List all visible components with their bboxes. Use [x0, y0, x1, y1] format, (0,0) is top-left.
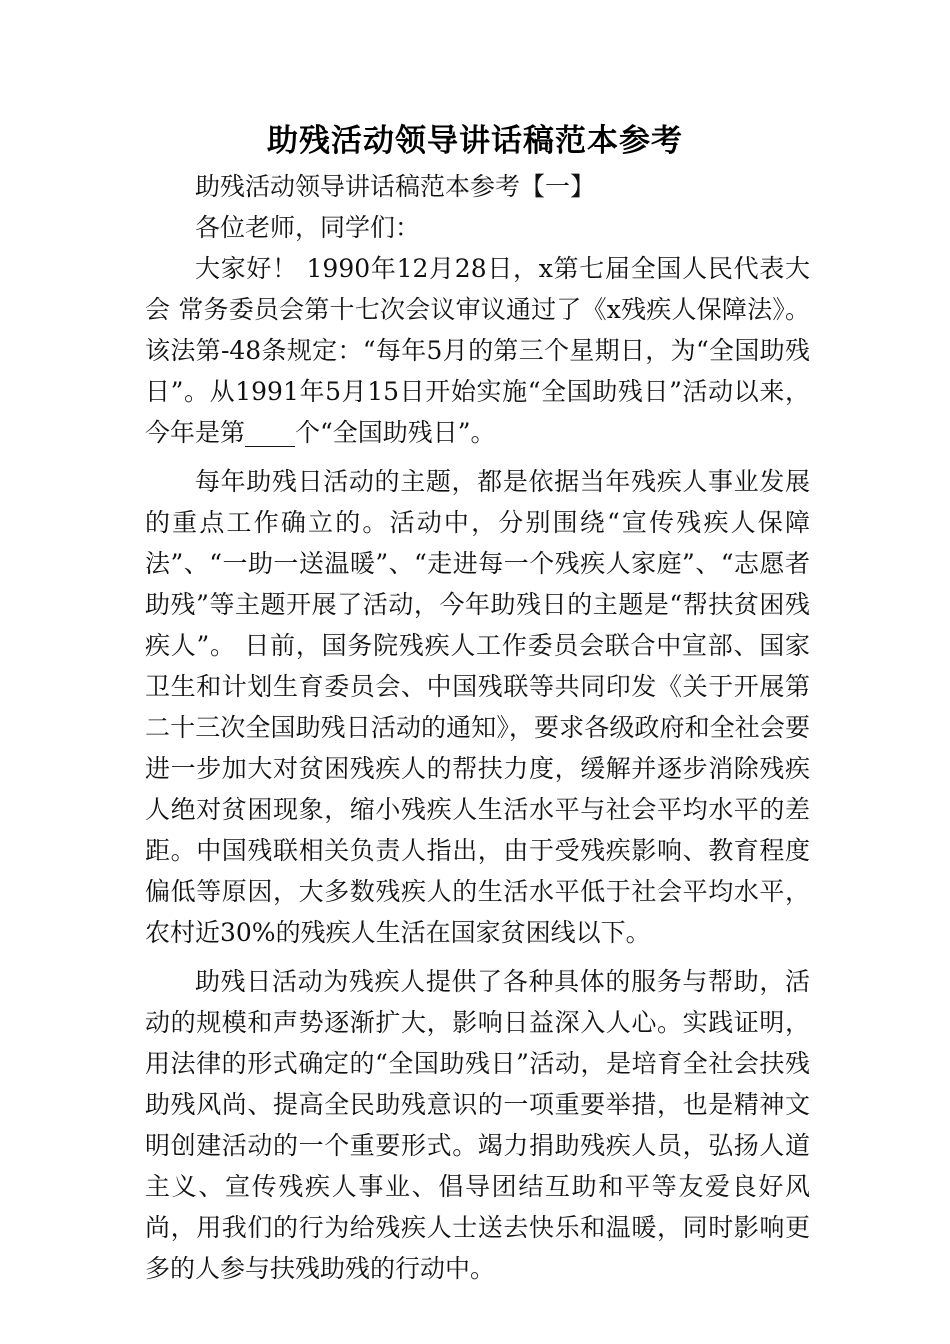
document-title: 助残活动领导讲话稿范本参考 [267, 123, 683, 159]
document-body [145, 166, 810, 1289]
paragraph-1: 大家好！ 1990年12月28日，x第七届全国人民代表大会 常务委员会第十七次会议审议通过了《x残疾人保障法》。该法第-48条规定：“每年5月的第三个星期日，为“全国助残日”。从1991年5月15日开始实施“全国助残日”活动以来，今年是第____个“全国助残日”。 [145, 254, 810, 447]
paragraph-2: 每年助残日活动的主题，都是依据当年残疾人事业发展的重点工作确立的。活动中，分别围绕“宣传残疾人保障法”、“一助一送温暖”、“走进每一个残疾人家庭”、“志愿者助残”等主题开展了活动，今年助残日的主题是“帮扶贫困残疾人”。 日前，国务院残疾人工作委员会联合中宣部、国家卫生和计划生育委员会、中国残联等共同印发《关于开展第二十三次全国助残日活动的通知》，要求各级政府和全社会要进一步加大对贫困残疾人的帮扶力度，缓解并逐步消除残疾人绝对贫困现象，缩小残疾人生活水平与社会平均水平的差距。中国残联相关负责人指出，由于受残疾影响、教育程度偏低等原因，大多数残疾人的生活水平低于社会平均水平，农村近30%的残疾人生活在国家贫困线以下。 [145, 467, 810, 947]
greeting-line: 各位老师，同学们： [195, 213, 421, 242]
document-subtitle: 助残活动领导讲话稿范本参考【一】 [195, 172, 596, 201]
paragraph-3: 助残日活动为残疾人提供了各种具体的服务与帮助，活动的规模和声势逐渐扩大，影响日益深入人心。实践证明，用法律的形式确定的“全国助残日”活动，是培育全社会扶残助残风尚、提高全民助残意识的一项重要举措，也是精神文明创建活动的一个重要形式。竭力捐助残疾人员，弘扬人道主义、宣传残疾人事业、倡导团结互助和平等友爱良好风尚，用我们的行为给残疾人士送去快乐和温暖，同时影响更多的人参与扶残助残的行动中。 [145, 967, 810, 1283]
